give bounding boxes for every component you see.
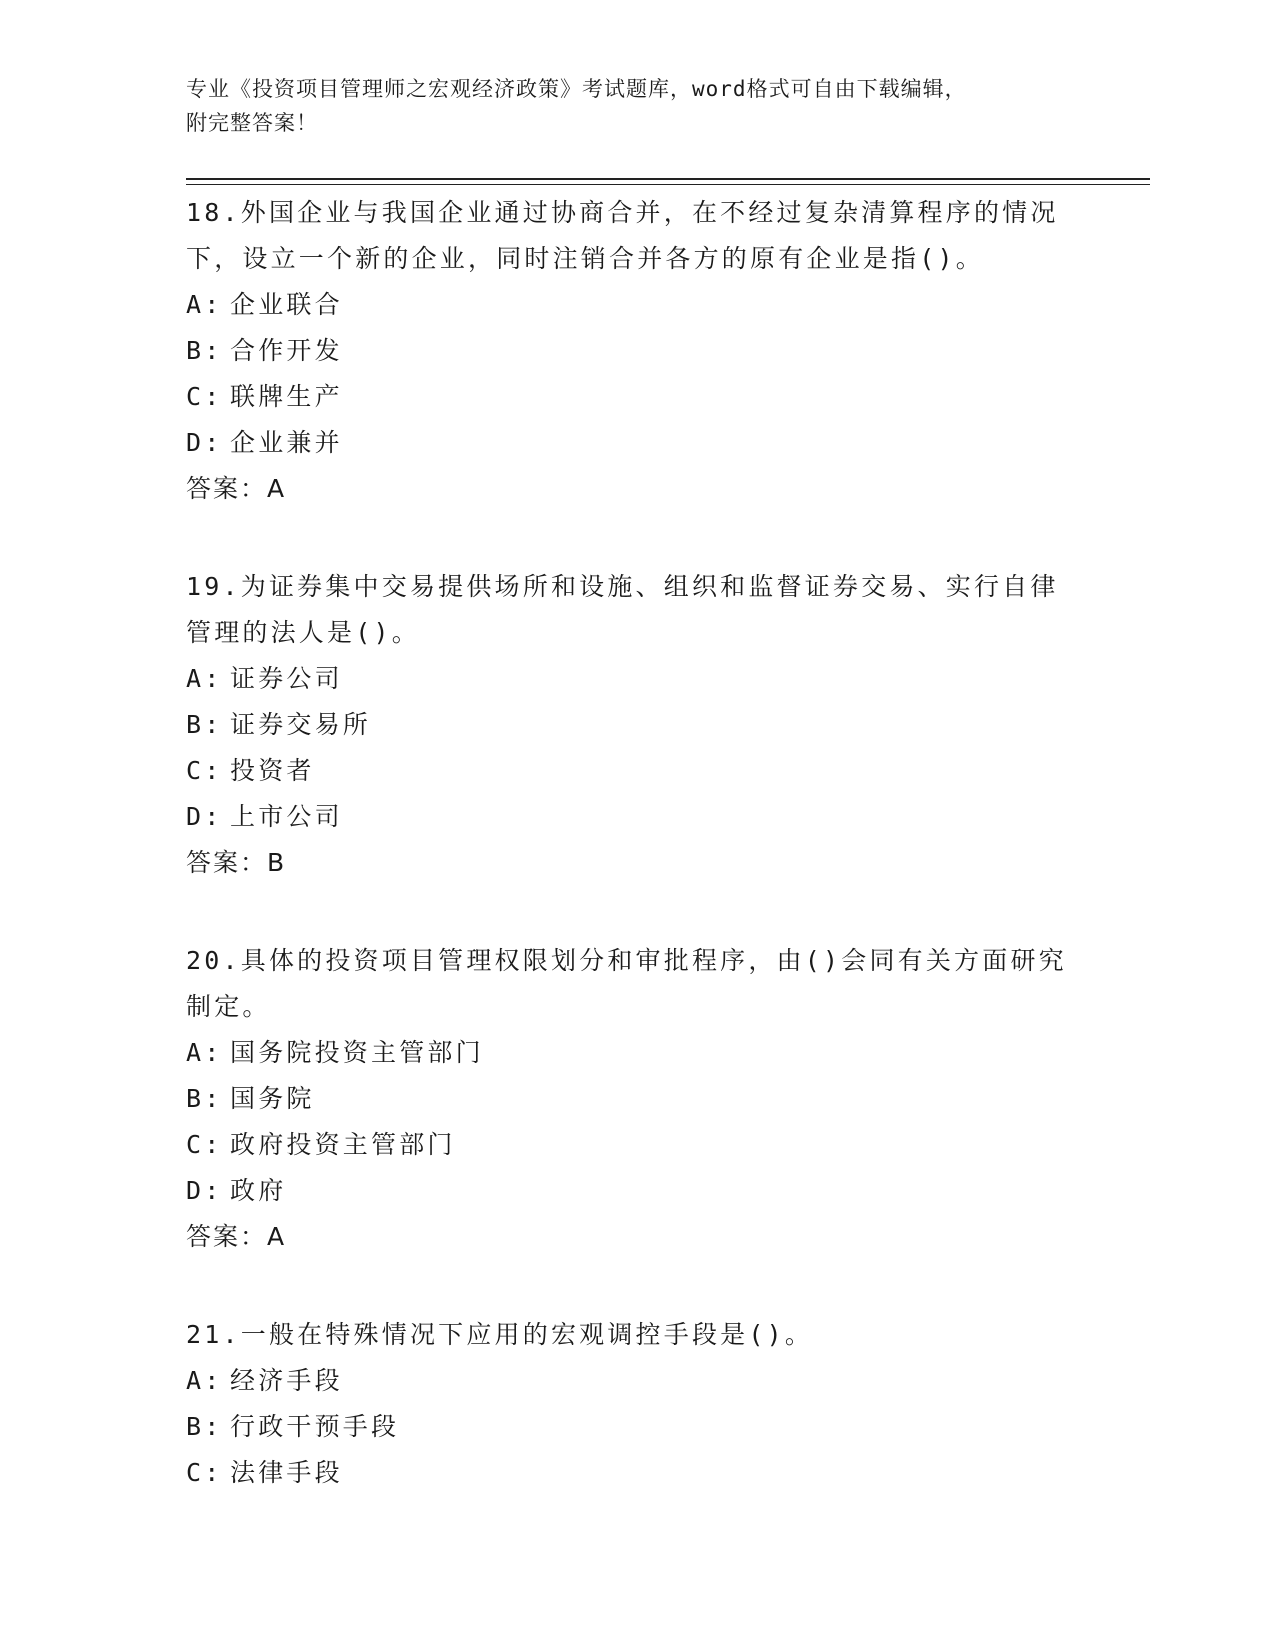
- option-d: [186, 420, 1086, 466]
- option-text: 行政干预手段: [230, 1412, 400, 1441]
- question-stem: 20.具体的投资项目管理权限划分和审批程序，由()会同有关方面研究制定。: [186, 946, 1067, 1021]
- option-key: A:: [186, 1366, 223, 1395]
- option-d: [186, 1168, 1086, 1214]
- question-20: [186, 938, 1086, 1260]
- option-text: 企业联合: [230, 290, 343, 319]
- option-b: [186, 1076, 1086, 1122]
- option-text: 合作开发: [230, 336, 343, 365]
- question-21: [186, 1312, 1086, 1496]
- option-key: D:: [186, 1176, 223, 1205]
- option-c: [186, 1122, 1086, 1168]
- option-key: A:: [186, 1038, 223, 1067]
- option-c: [186, 1450, 1086, 1496]
- header-line-1: 专业《投资项目管理师之宏观经济政策》考试题库，word格式可自由下载编辑，: [186, 77, 967, 101]
- option-a: [186, 1358, 1086, 1404]
- header-line-2: 附完整答案！: [186, 111, 318, 135]
- option-key: D:: [186, 802, 223, 831]
- option-key: C:: [186, 756, 223, 785]
- option-key: B:: [186, 1084, 223, 1113]
- question-stem: 18.外国企业与我国企业通过协商合并，在不经过复杂清算程序的情况下，设立一个新的企业，同时注销合并各方的原有企业是指()。: [186, 198, 1059, 273]
- document-header: [186, 72, 1086, 140]
- answer-line: 答案：A: [186, 1222, 287, 1251]
- option-key: B:: [186, 710, 223, 739]
- option-a: [186, 656, 1086, 702]
- option-key: C:: [186, 382, 223, 411]
- option-key: A:: [186, 290, 223, 319]
- option-text: 证券交易所: [230, 710, 372, 739]
- option-text: 投资者: [230, 756, 315, 785]
- option-text: 政府投资主管部门: [230, 1130, 456, 1159]
- option-d: [186, 794, 1086, 840]
- option-key: A:: [186, 664, 223, 693]
- option-text: 上市公司: [230, 802, 343, 831]
- option-text: 国务院投资主管部门: [230, 1038, 484, 1067]
- option-text: 经济手段: [230, 1366, 343, 1395]
- answer-line: 答案：B: [186, 848, 287, 877]
- option-b: [186, 1404, 1086, 1450]
- option-key: B:: [186, 1412, 223, 1441]
- option-text: 政府: [230, 1176, 287, 1205]
- option-key: D:: [186, 428, 223, 457]
- option-a: [186, 1030, 1086, 1076]
- option-c: [186, 748, 1086, 794]
- option-text: 联牌生产: [230, 382, 343, 411]
- option-b: [186, 328, 1086, 374]
- answer-line: 答案：A: [186, 474, 287, 503]
- option-key: C:: [186, 1458, 223, 1487]
- option-text: 法律手段: [230, 1458, 343, 1487]
- header-rule-thin: [186, 184, 1150, 185]
- question-stem: 19.为证券集中交易提供场所和设施、组织和监督证券交易、实行自律管理的法人是()。: [186, 572, 1059, 647]
- option-key: B:: [186, 336, 223, 365]
- question-list: [186, 190, 1086, 1548]
- option-key: C:: [186, 1130, 223, 1159]
- option-text: 国务院: [230, 1084, 315, 1113]
- question-stem: 21.一般在特殊情况下应用的宏观调控手段是()。: [186, 1320, 814, 1349]
- option-b: [186, 702, 1086, 748]
- question-18: [186, 190, 1086, 512]
- option-c: [186, 374, 1086, 420]
- header-rule-thick: [186, 178, 1150, 180]
- option-a: [186, 282, 1086, 328]
- option-text: 证券公司: [230, 664, 343, 693]
- option-text: 企业兼并: [230, 428, 343, 457]
- question-19: [186, 564, 1086, 886]
